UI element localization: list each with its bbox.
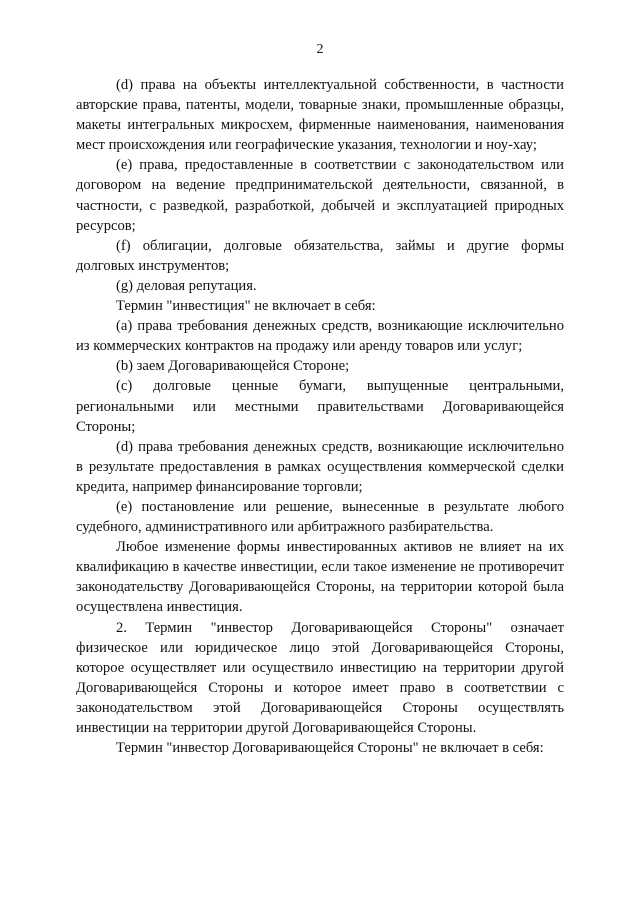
paragraph-exclusion-claims-contracts: (a) права требования денежных средств, возникающие исключительно из коммерческих контрактов на продажу или аренду товаров или услуг; [76, 318, 564, 355]
paragraph-debt-instruments: (f) облигации, долговые обязательства, займы и другие формы долговых инструментов; [76, 237, 564, 274]
document-body [76, 75, 564, 758]
paragraph-exclusions-heading: Термин "инвестиция" не включает в себя: [116, 298, 376, 315]
paragraph-form-change: Любое изменение формы инвестированных активов не влияет на их квалификацию в качестве инвестиции, если такое изменение не противоречит законодательству Договаривающейся Стороны, на территории которой была осуществлена инвестиция. [76, 539, 564, 616]
paragraph-concession-rights: (e) права, предоставленные в соответствии с законодательством или договором на ведение предпринимательской деятельности, связанной, в частности, с разведкой, разработкой, добычей и эксплуатацией природных ресурсов; [76, 157, 564, 234]
paragraph-exclusion-judgments: (e) постановление или решение, вынесенные в результате любого судебного, административного или арбитражного разбирательства. [76, 498, 564, 536]
paragraph-investor-exclusions-heading: Термин "инвестор Договаривающейся Стороны" не включает в себя: [116, 740, 544, 757]
paragraph-exclusion-trade-credit: (d) права требования денежных средств, возникающие исключительно в результате предоставления в рамках осуществления коммерческой сделки кредита, например финансирование торговли; [76, 438, 564, 495]
paragraph-ip-rights: (d) права на объекты интеллектуальной собственности, в частности авторские права, патенты, модели, товарные знаки, промышленные образцы, макеты интегральных микросхем, фирменные наименования, наименования мест происхождения или географические указания, технологии и ноу-хау; [76, 77, 564, 154]
paragraph-investor-definition: 2. Термин "инвестор Договаривающейся Стороны" означает физическое или юридическое лицо этой Договаривающейся Стороны, которое осуществляет или осуществило инвестицию на территории другой Договаривающейся Стороны и которое имеет право в соответствии с законодательством этой Договаривающейся Стороны осуществлять инвестиции на территории другой Договаривающейся Стороны. [76, 619, 564, 736]
paragraph-exclusion-loan: (b) заем Договаривающейся Стороне; [116, 358, 350, 375]
paragraph-goodwill: (g) деловая репутация. [116, 277, 257, 294]
paragraph-exclusion-government-securities: (c) долговые ценные бумаги, выпущенные центральными, региональными или местными правительствами Договаривающейся Стороны; [76, 378, 564, 435]
page-number: 2 [316, 42, 324, 57]
